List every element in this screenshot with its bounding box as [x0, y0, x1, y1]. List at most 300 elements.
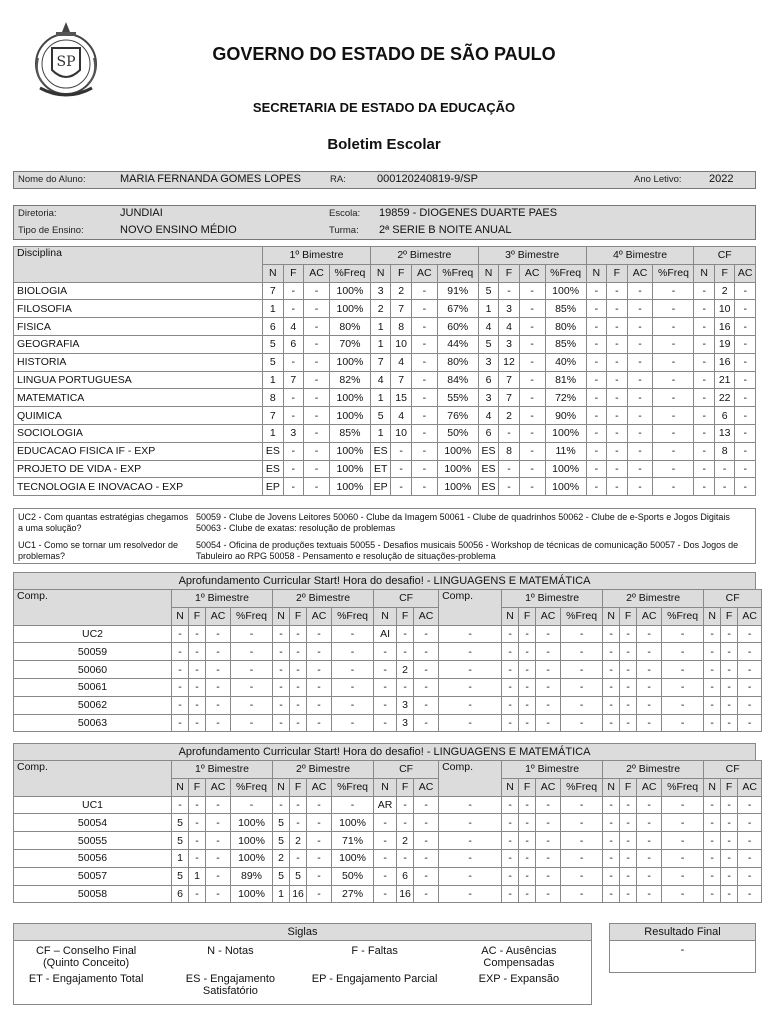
- grade-cell: -: [519, 371, 545, 389]
- grade-cell: 5: [172, 867, 189, 885]
- grade-cell: -: [411, 389, 437, 407]
- sub-header: F: [721, 607, 738, 625]
- grade-cell: 100%: [329, 300, 370, 318]
- grade-cell: -: [586, 442, 606, 460]
- grade-cell: -: [603, 661, 620, 679]
- grade-cell: -: [653, 353, 694, 371]
- grade-cell: -: [411, 371, 437, 389]
- bimestre-header: 1º Bimestre: [502, 590, 603, 608]
- grade-cell: -: [738, 625, 762, 643]
- grade-cell: -: [627, 424, 653, 442]
- turma-value: 2ª SERIE B NOITE ANUAL: [379, 224, 512, 236]
- grade-cell: -: [519, 678, 536, 696]
- grade-cell: -: [704, 849, 721, 867]
- grade-cell: -: [290, 625, 307, 643]
- grade-cell: -: [721, 678, 738, 696]
- sub-header: N: [603, 607, 620, 625]
- sub-header: N: [374, 778, 397, 796]
- grade-cell: 1: [273, 885, 290, 903]
- grade-cell: -: [694, 389, 714, 407]
- grade-cell: 1: [263, 371, 283, 389]
- grade-cell: -: [586, 353, 606, 371]
- sub-header: AC: [536, 778, 561, 796]
- grade-cell: -: [721, 814, 738, 832]
- grade-cell: -: [374, 643, 397, 661]
- grade-cell: -: [206, 678, 231, 696]
- secretariat-title: SECRETARIA DE ESTADO DA EDUCAÇÃO: [252, 100, 516, 115]
- grade-cell: 4: [499, 318, 519, 336]
- grade-cell: -: [172, 678, 189, 696]
- sub-header: AC: [637, 607, 662, 625]
- grade-cell: 81%: [545, 371, 586, 389]
- grade-cell: -: [637, 814, 662, 832]
- grade-cell: -: [414, 696, 439, 714]
- grade-cell: -: [206, 814, 231, 832]
- sigla-item: AC - Ausências Compensadas: [481, 945, 557, 969]
- cf-header: CF: [704, 761, 762, 779]
- grade-cell: -: [536, 714, 561, 732]
- year-value: 2022: [709, 173, 734, 185]
- comp-code: 50062: [14, 696, 172, 714]
- sub-header: F: [391, 264, 411, 282]
- grade-cell: 76%: [437, 407, 478, 425]
- grade-cell: -: [694, 407, 714, 425]
- grade-cell: -: [283, 300, 303, 318]
- bimestre-header: 2º Bimestre: [370, 247, 478, 265]
- grade-cell: -: [411, 460, 437, 478]
- grade-cell: -: [607, 424, 627, 442]
- grade-cell: -: [694, 478, 714, 496]
- grade-cell: -: [735, 318, 756, 336]
- grade-cell: 44%: [437, 335, 478, 353]
- grade-cell: -: [694, 318, 714, 336]
- grade-cell: -: [391, 478, 411, 496]
- grade-cell: -: [307, 714, 332, 732]
- grade-cell: 6: [478, 371, 498, 389]
- comp-header: Comp.: [14, 590, 172, 626]
- bimestre-header: 1º Bimestre: [502, 761, 603, 779]
- grade-cell: -: [283, 353, 303, 371]
- grade-cell: -: [307, 867, 332, 885]
- grade-cell: -: [189, 832, 206, 850]
- grade-cell: -: [607, 460, 627, 478]
- grade-cell: 100%: [545, 478, 586, 496]
- grade-cell: -: [637, 714, 662, 732]
- disciplina-header: Disciplina: [14, 247, 263, 283]
- sub-header: AC: [627, 264, 653, 282]
- grade-cell: 16: [714, 318, 734, 336]
- comp-code: 50056: [14, 849, 172, 867]
- grade-cell: EP: [263, 478, 283, 496]
- grade-cell: -: [662, 714, 704, 732]
- grade-cell: 12: [499, 353, 519, 371]
- grade-cell: -: [603, 867, 620, 885]
- grade-cell: -: [714, 460, 734, 478]
- grade-cell: -: [273, 796, 290, 814]
- sub-header: %Freq: [662, 778, 704, 796]
- sub-header: N: [704, 778, 721, 796]
- sigla-item: ET - Engajamento Total: [28, 973, 144, 985]
- grade-cell: 6: [283, 335, 303, 353]
- grade-cell: -: [411, 407, 437, 425]
- grade-cell: -: [721, 867, 738, 885]
- sub-header: F: [620, 778, 637, 796]
- grade-cell: -: [519, 282, 545, 300]
- grade-cell: -: [304, 389, 330, 407]
- comp-code: 50063: [14, 714, 172, 732]
- grade-cell: -: [414, 714, 439, 732]
- sub-header: F: [714, 264, 734, 282]
- grade-cell: 5: [370, 407, 390, 425]
- grade-cell: -: [586, 300, 606, 318]
- grade-cell: 3: [370, 282, 390, 300]
- grade-cell: -: [603, 849, 620, 867]
- table-row: [14, 867, 762, 885]
- grade-cell: -: [704, 643, 721, 661]
- sub-header: AC: [307, 607, 332, 625]
- grade-cell: ET: [370, 460, 390, 478]
- grade-cell: 100%: [545, 460, 586, 478]
- grade-cell: -: [206, 661, 231, 679]
- grade-cell: -: [304, 371, 330, 389]
- grade-cell: -: [738, 849, 762, 867]
- grade-cell: -: [283, 442, 303, 460]
- grade-cell: 7: [263, 282, 283, 300]
- grade-cell: -: [374, 678, 397, 696]
- grade-cell: -: [637, 696, 662, 714]
- grade-cell: -: [627, 353, 653, 371]
- grade-cell: -: [172, 643, 189, 661]
- grade-cell: 70%: [329, 335, 370, 353]
- sub-header: N: [263, 264, 283, 282]
- grade-cell: 7: [391, 300, 411, 318]
- bimestre-header: 1º Bimestre: [172, 761, 273, 779]
- sub-header: N: [273, 778, 290, 796]
- grade-cell: 7: [391, 371, 411, 389]
- grade-cell: -: [561, 867, 603, 885]
- grade-cell: 1: [370, 318, 390, 336]
- grade-cell: -: [414, 867, 439, 885]
- sub-header: F: [397, 607, 414, 625]
- ra-value: 000120240819-9/SP: [377, 173, 478, 185]
- grade-cell: 100%: [329, 460, 370, 478]
- table-row: [14, 478, 756, 496]
- table-row: [14, 335, 756, 353]
- grade-cell: -: [231, 714, 273, 732]
- grade-cell: -: [231, 696, 273, 714]
- grade-cell: 72%: [545, 389, 586, 407]
- sub-header: N: [502, 778, 519, 796]
- grade-cell: -: [304, 478, 330, 496]
- bimestre-header: 2º Bimestre: [273, 761, 374, 779]
- sigla-item: EP - Engajamento Parcial: [311, 973, 438, 985]
- subject-name: MATEMATICA: [14, 389, 263, 407]
- grade-cell: -: [414, 678, 439, 696]
- grade-cell: 3: [478, 389, 498, 407]
- grade-cell: -: [586, 389, 606, 407]
- grade-cell: -: [735, 300, 756, 318]
- sub-header: N: [603, 778, 620, 796]
- grade-cell: 100%: [329, 389, 370, 407]
- grade-cell: 100%: [329, 478, 370, 496]
- bimestre-header: 2º Bimestre: [603, 590, 704, 608]
- comp-code: -: [439, 832, 502, 850]
- grade-cell: -: [374, 814, 397, 832]
- grade-cell: -: [283, 460, 303, 478]
- grade-cell: -: [307, 849, 332, 867]
- table-row: [14, 389, 756, 407]
- grade-cell: 100%: [437, 478, 478, 496]
- grade-cell: -: [290, 696, 307, 714]
- sub-header: AC: [735, 264, 756, 282]
- diretoria-label: Diretoria:: [18, 208, 57, 219]
- grade-cell: -: [206, 832, 231, 850]
- grade-cell: -: [519, 814, 536, 832]
- comp-code: 50057: [14, 867, 172, 885]
- grade-cell: -: [627, 407, 653, 425]
- grade-cell: -: [637, 867, 662, 885]
- grade-cell: -: [397, 643, 414, 661]
- sub-header: N: [273, 607, 290, 625]
- grade-cell: -: [502, 696, 519, 714]
- grade-cell: -: [561, 643, 603, 661]
- grade-cell: 67%: [437, 300, 478, 318]
- grade-cell: -: [721, 885, 738, 903]
- grade-cell: -: [519, 407, 545, 425]
- grade-cell: 2: [290, 832, 307, 850]
- grade-cell: -: [411, 442, 437, 460]
- grade-cell: -: [704, 796, 721, 814]
- subject-name: QUIMICA: [14, 407, 263, 425]
- grade-cell: -: [283, 282, 303, 300]
- grade-cell: -: [653, 318, 694, 336]
- sigla-item: CF – Conselho Final (Quinto Conceito): [35, 945, 137, 969]
- bimestre-header: 1º Bimestre: [172, 590, 273, 608]
- grade-cell: -: [307, 678, 332, 696]
- grade-cell: -: [172, 796, 189, 814]
- grade-cell: -: [586, 478, 606, 496]
- grade-cell: -: [561, 661, 603, 679]
- grade-cell: -: [735, 282, 756, 300]
- sub-header: N: [370, 264, 390, 282]
- sub-header: N: [586, 264, 606, 282]
- table-row: [14, 442, 756, 460]
- grade-cell: -: [397, 678, 414, 696]
- comp-header: Comp.: [439, 761, 502, 797]
- grade-cell: 1: [263, 424, 283, 442]
- grade-cell: -: [704, 714, 721, 732]
- grade-cell: 5: [478, 335, 498, 353]
- grade-cell: -: [307, 814, 332, 832]
- sub-header: AC: [738, 607, 762, 625]
- grade-cell: -: [519, 478, 545, 496]
- grade-cell: -: [607, 389, 627, 407]
- grade-cell: -: [738, 643, 762, 661]
- grade-cell: -: [704, 814, 721, 832]
- grade-cell: -: [172, 661, 189, 679]
- sub-header: AC: [536, 607, 561, 625]
- grade-cell: -: [561, 814, 603, 832]
- grade-cell: -: [304, 424, 330, 442]
- sub-header: F: [290, 778, 307, 796]
- grade-cell: -: [273, 678, 290, 696]
- document-title: Boletim Escolar: [327, 136, 441, 153]
- grade-cell: 8: [714, 442, 734, 460]
- resultado-final-value: -: [680, 944, 685, 956]
- grade-cell: ES: [478, 460, 498, 478]
- cf-header: CF: [374, 761, 439, 779]
- grade-cell: -: [704, 832, 721, 850]
- grade-cell: -: [586, 407, 606, 425]
- grade-cell: 100%: [332, 849, 374, 867]
- grade-cell: 8: [263, 389, 283, 407]
- grade-cell: 5: [273, 832, 290, 850]
- grade-cell: -: [414, 643, 439, 661]
- grade-cell: -: [536, 678, 561, 696]
- grade-cell: -: [694, 424, 714, 442]
- grade-cell: -: [332, 796, 374, 814]
- bimestre-header: 2º Bimestre: [273, 590, 374, 608]
- sub-header: N: [694, 264, 714, 282]
- sub-header: F: [397, 778, 414, 796]
- grade-cell: 6: [478, 424, 498, 442]
- cf-header: CF: [374, 590, 439, 608]
- comp-code: -: [439, 696, 502, 714]
- grade-cell: -: [206, 696, 231, 714]
- grade-cell: 6: [263, 318, 283, 336]
- sub-header: AC: [411, 264, 437, 282]
- sub-header: %Freq: [332, 778, 374, 796]
- grade-cell: 7: [370, 353, 390, 371]
- grade-cell: -: [374, 849, 397, 867]
- grade-cell: -: [694, 353, 714, 371]
- grade-cell: -: [620, 696, 637, 714]
- grade-cell: -: [561, 625, 603, 643]
- grade-cell: 55%: [437, 389, 478, 407]
- subject-name: BIOLOGIA: [14, 282, 263, 300]
- grade-cell: -: [374, 832, 397, 850]
- school-info-bar: [13, 205, 756, 240]
- uc2-clubs: 50059 - Clube de Jovens Leitores 50060 - Clube da Imagem 50061 - Clube de quadrinhos 50062 - Clube de e-Sports e Jogos Digitais 50063 - Clube de exatas: resolução de problemas: [196, 512, 730, 533]
- grade-cell: 100%: [437, 442, 478, 460]
- grade-cell: 4: [370, 371, 390, 389]
- siglas-legend: [14, 943, 591, 999]
- grade-cell: -: [721, 643, 738, 661]
- grade-cell: -: [332, 696, 374, 714]
- grade-cell: -: [411, 335, 437, 353]
- uc1-workshops: 50054 - Oficina de produções textuais 50055 - Desafios musicais 50056 - Workshop de técnicas de comunicação 50057 - Dos Jogos de Tabuleiro ao RPG 50058 - Pensamento e resolução de situações-problema: [196, 540, 739, 561]
- tipo-ensino-label: Tipo de Ensino:: [18, 225, 84, 236]
- grade-cell: -: [721, 661, 738, 679]
- grade-cell: -: [307, 661, 332, 679]
- grade-cell: -: [374, 867, 397, 885]
- grade-cell: 1: [370, 335, 390, 353]
- aprofundamento-uc2-table: [13, 589, 762, 732]
- sub-header: F: [620, 607, 637, 625]
- grade-cell: -: [397, 796, 414, 814]
- grade-cell: -: [536, 885, 561, 903]
- grade-cell: -: [374, 696, 397, 714]
- sub-header: N: [704, 607, 721, 625]
- grades-table: [13, 246, 756, 496]
- grade-cell: -: [307, 832, 332, 850]
- grade-cell: -: [561, 714, 603, 732]
- comp-code: 50060: [14, 661, 172, 679]
- grade-cell: 4: [478, 407, 498, 425]
- grade-cell: -: [304, 282, 330, 300]
- grade-cell: 1: [263, 300, 283, 318]
- sub-header: %Freq: [329, 264, 370, 282]
- grade-cell: 100%: [545, 424, 586, 442]
- student-name: MARIA FERNANDA GOMES LOPES: [120, 173, 301, 185]
- grade-cell: -: [561, 849, 603, 867]
- grade-cell: -: [283, 407, 303, 425]
- grade-cell: -: [519, 714, 536, 732]
- comp-code: -: [439, 849, 502, 867]
- comp-code: -: [439, 814, 502, 832]
- grade-cell: -: [637, 885, 662, 903]
- grade-cell: -: [519, 832, 536, 850]
- grade-cell: -: [411, 353, 437, 371]
- grade-cell: -: [502, 849, 519, 867]
- grade-cell: 7: [263, 407, 283, 425]
- comp-code: -: [439, 885, 502, 903]
- grade-cell: -: [653, 442, 694, 460]
- grade-cell: -: [662, 661, 704, 679]
- comp-code: UC2: [14, 625, 172, 643]
- grade-cell: -: [519, 849, 536, 867]
- grade-cell: -: [586, 282, 606, 300]
- grade-cell: -: [561, 796, 603, 814]
- grade-cell: 27%: [332, 885, 374, 903]
- table-row: [14, 300, 756, 318]
- bimestre-header: CF: [694, 247, 756, 265]
- grade-cell: -: [206, 796, 231, 814]
- svg-text:SP: SP: [56, 54, 76, 70]
- grade-cell: 91%: [437, 282, 478, 300]
- grade-cell: -: [304, 407, 330, 425]
- grade-cell: -: [607, 407, 627, 425]
- grade-cell: -: [536, 696, 561, 714]
- grade-cell: -: [627, 371, 653, 389]
- grade-cell: 3: [478, 353, 498, 371]
- comp-code: -: [439, 625, 502, 643]
- grade-cell: -: [519, 696, 536, 714]
- grade-cell: -: [627, 300, 653, 318]
- grade-cell: ES: [478, 478, 498, 496]
- grade-cell: -: [721, 849, 738, 867]
- grade-cell: 40%: [545, 353, 586, 371]
- grade-cell: -: [653, 300, 694, 318]
- grade-cell: -: [620, 714, 637, 732]
- grade-cell: -: [536, 625, 561, 643]
- subject-name: LINGUA PORTUGUESA: [14, 371, 263, 389]
- sub-header: AC: [206, 778, 231, 796]
- grade-cell: -: [519, 661, 536, 679]
- sub-header: AC: [414, 607, 439, 625]
- grade-cell: 16: [397, 885, 414, 903]
- siglas-box: [13, 923, 592, 1005]
- subject-name: GEOGRAFIA: [14, 335, 263, 353]
- sub-header: N: [172, 607, 189, 625]
- table-row: [14, 832, 762, 850]
- table-row: [14, 424, 756, 442]
- grade-cell: -: [499, 424, 519, 442]
- grade-cell: 8: [499, 442, 519, 460]
- comp-code: -: [439, 643, 502, 661]
- grade-cell: -: [714, 478, 734, 496]
- grade-cell: 84%: [437, 371, 478, 389]
